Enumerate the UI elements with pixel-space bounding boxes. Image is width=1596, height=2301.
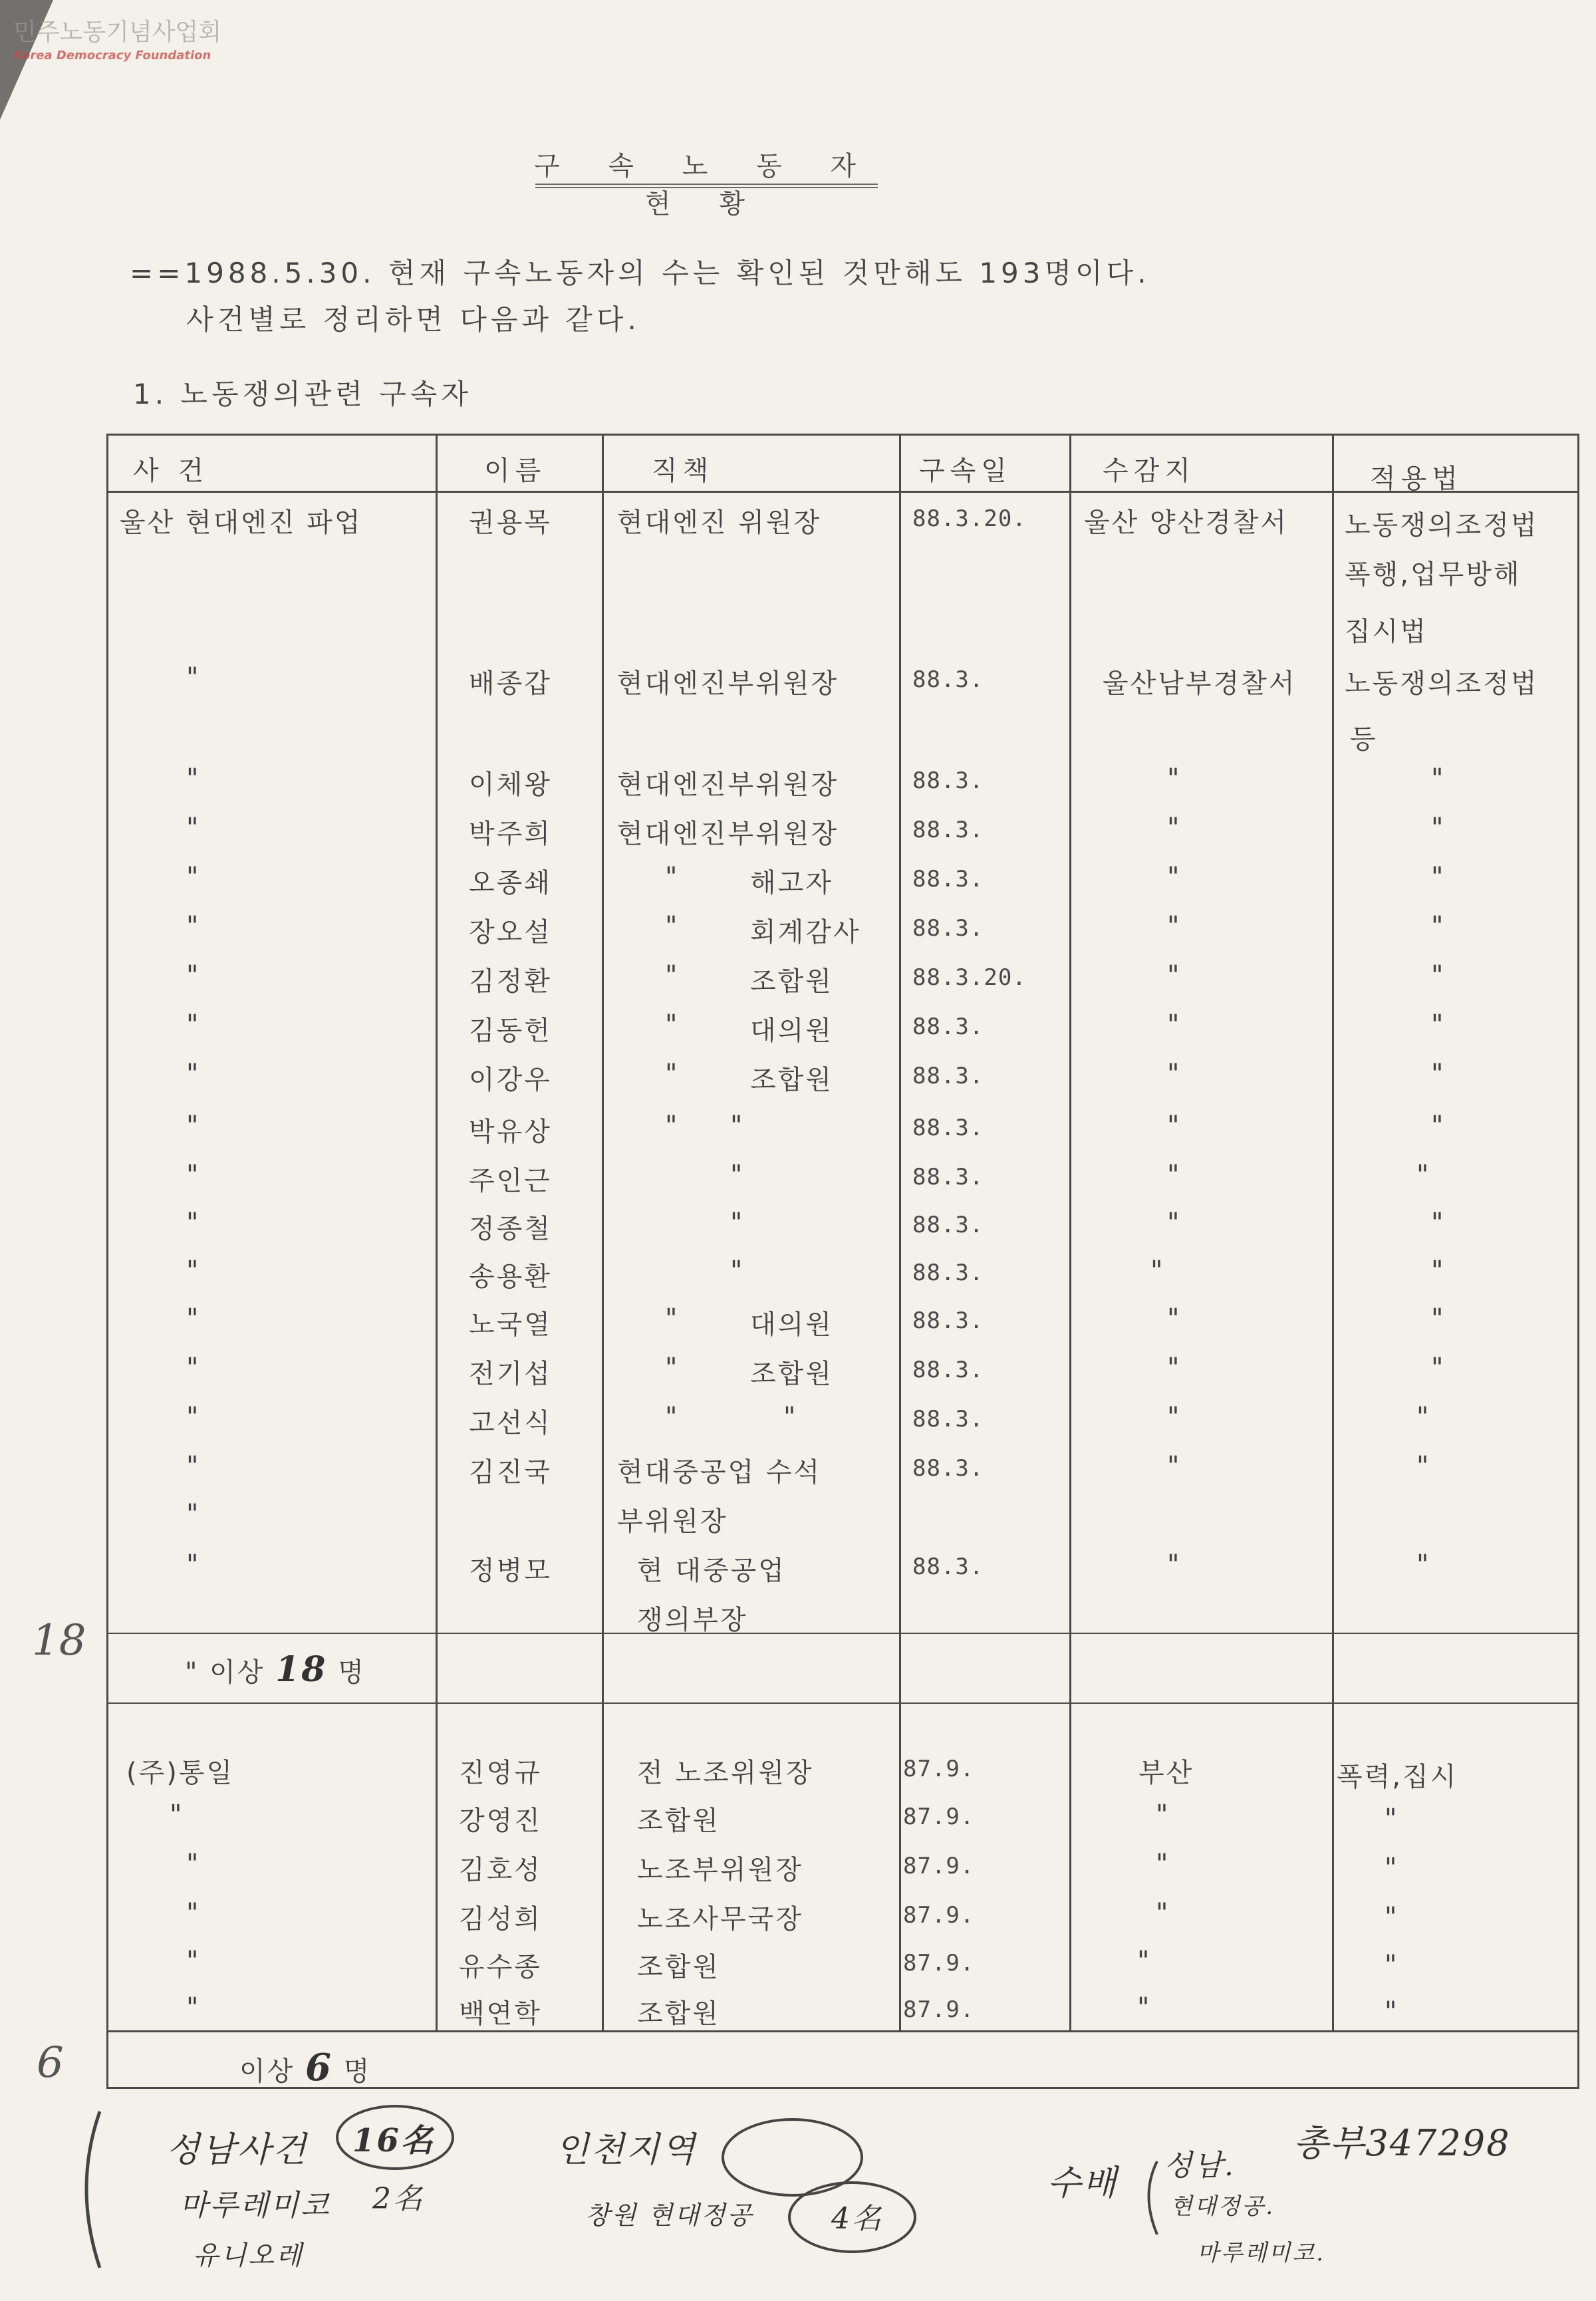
table-cell-position-detail: 해고자: [750, 868, 833, 898]
table-cell-law: ": [1431, 1208, 1446, 1238]
intro-line-2: 사건별로 정리하면 다음과 같다.: [186, 303, 640, 336]
table-cell-law: ": [1431, 763, 1446, 794]
table-cell-position-detail: ": [783, 1402, 798, 1432]
table-cell-position: ": [665, 1402, 680, 1432]
table-cell-law: ": [1385, 1804, 1399, 1834]
header-law: 적용법: [1370, 464, 1463, 494]
table-cell-name: 진영규: [459, 1758, 542, 1788]
table-cell-position: ": [665, 1353, 680, 1383]
table-cell-name: 정종철: [469, 1214, 552, 1244]
table-cell-ditto: ": [186, 1208, 201, 1238]
table-cell-date: 88.3.: [912, 1063, 984, 1089]
table-cell-name: 박주희: [469, 819, 552, 849]
header-date: 구속일: [919, 456, 1012, 486]
table-cell-law: 노동쟁의조정법: [1345, 510, 1539, 541]
table-cell-prison: ": [1137, 1992, 1152, 2023]
table-cell-name: 박유상: [469, 1117, 552, 1147]
table-cell-ditto: ": [186, 1303, 201, 1334]
table-cell-position: 전 노조위원장: [637, 1758, 814, 1788]
table-cell-ditto: ": [186, 1898, 201, 1929]
table-cell-law: 노동쟁의조정법: [1345, 668, 1539, 699]
table-cell-ditto: ": [186, 1059, 201, 1089]
note-maru-count: 2名: [372, 2182, 424, 2216]
table-cell-position: ": [665, 1010, 680, 1040]
table-cell-date: 87.9.: [903, 1804, 975, 1830]
table-cell-ditto: ": [186, 662, 201, 693]
note-uni: 유니오레: [193, 2240, 304, 2271]
note-maru-2: 마루레미코.: [1197, 2240, 1326, 2266]
table-cell-ditto: ": [186, 1256, 201, 1286]
table-cell-prison: ": [1137, 1946, 1152, 1976]
table-cell-position: 현대엔진 위원장: [617, 507, 822, 538]
table-cell-prison: ": [1167, 911, 1182, 942]
table-cell-prison: ": [1150, 1256, 1165, 1286]
table-cell-ditto: ": [186, 1849, 201, 1879]
total-suffix: 명: [343, 2056, 372, 2087]
table-cell-name: 장오설: [469, 917, 552, 948]
note-16: 16名: [352, 2122, 435, 2159]
table-cell-law: ": [1431, 1111, 1446, 1141]
table-cell-prison: ": [1167, 813, 1182, 843]
table-cell-name: 고선식: [469, 1408, 552, 1438]
table-cell-date: 88.3.: [912, 866, 984, 892]
table-cell-prison: 울산남부경찰서: [1103, 668, 1297, 699]
table-cell-ditto: ": [186, 813, 201, 843]
table-cell-name: 주인근: [469, 1166, 552, 1196]
table-cell-name: 노국열: [469, 1309, 552, 1340]
table-cell-date: 88.3.: [912, 767, 984, 794]
table-cell-name: 강영진: [459, 1806, 542, 1836]
table-cell-date: 87.9.: [903, 1950, 975, 1976]
table-cell-date: 88.3.: [912, 1014, 984, 1040]
table-cell-name: 전기섭: [469, 1359, 552, 1389]
table-cell-prison: ": [1156, 1849, 1170, 1879]
table-cell-name: 이체왕: [469, 769, 552, 800]
table-cell-date: 88.3.: [912, 666, 984, 693]
table-cell-date: 88.3.: [912, 915, 984, 942]
table-cell-prison: ": [1167, 1160, 1182, 1190]
table-cell-name: 권용목: [469, 507, 552, 538]
table-cell-law: ": [1431, 1353, 1446, 1383]
table-cell-position-detail: 조합원: [750, 1065, 833, 1095]
table-cell-date: 87.9.: [903, 1756, 975, 1782]
table-cell-ditto: ": [186, 763, 201, 794]
archive-serial: 총부347298: [1293, 2122, 1511, 2164]
table-cell-law: ": [1385, 1853, 1399, 1883]
table-cell-name: 김정환: [469, 966, 552, 997]
watermark-korean: 민주노동기념사업회: [13, 19, 221, 46]
table-cell-name: 유수종: [459, 1952, 542, 1982]
note-changwon: 창원 현대정공: [585, 2201, 754, 2230]
header-position: 직책: [652, 456, 714, 486]
table-cell-ditto: ": [186, 1992, 201, 2023]
table-cell-law: ": [1431, 1256, 1446, 1286]
table-cell-ditto: ": [186, 1010, 201, 1040]
table-cell-law: ": [1431, 960, 1446, 991]
table-cell-name: 김동헌: [469, 1015, 552, 1046]
table-cell-position: 현 대중공업: [637, 1556, 786, 1586]
table-cell-position: ": [665, 911, 680, 942]
total-prefix: 이상: [239, 2056, 295, 2087]
header-case: 사 건: [133, 456, 209, 486]
table-cell-date: 87.9.: [903, 1996, 975, 2023]
table-cell-position: 조합원: [637, 1952, 720, 1982]
table-cell-date: 88.3.: [912, 1406, 984, 1432]
table-cell-law: ": [1431, 1303, 1446, 1334]
table-cell-position-detail: 회계감사: [750, 917, 861, 948]
table-cell-position-detail: 부위원장: [617, 1506, 728, 1537]
table-cell-position-detail: 대의원: [750, 1015, 833, 1046]
table-cell-ditto: ": [186, 1499, 201, 1530]
note-seongnam-2: 성남.: [1164, 2149, 1236, 2183]
table-cell-prison: ": [1167, 1550, 1182, 1580]
table-cell-law: ": [1431, 1059, 1446, 1089]
table-cell-law: ": [1431, 911, 1446, 942]
table-cell-prison: 부산: [1138, 1758, 1194, 1788]
table-cell-law: ": [1416, 1550, 1431, 1580]
table-cell-law: 집시법: [1345, 616, 1428, 647]
table-cell-prison: ": [1167, 1010, 1182, 1040]
note-incheon: 인천지역: [555, 2130, 697, 2170]
header-name: 이름: [484, 456, 547, 486]
note-maru: 마루레미코: [180, 2189, 331, 2223]
table-cell-ditto: ": [186, 1160, 201, 1190]
note-changwon-count: 4名: [831, 2202, 883, 2236]
table-cell-prison: ": [1167, 960, 1182, 991]
group2-case: (주)통일: [126, 1758, 235, 1788]
total-suffix: 명: [338, 1657, 366, 1688]
table-cell-name: 배종갑: [469, 668, 552, 699]
table-cell-date: 88.3.: [912, 1212, 984, 1238]
table-cell-law: ": [1416, 1402, 1431, 1432]
group1-case: 울산 현대엔진 파업: [120, 507, 362, 538]
table-cell-prison: ": [1167, 1353, 1182, 1383]
section-heading: 1. 노동쟁의관련 구속자: [133, 378, 472, 410]
table-cell-name: 오종쇄: [469, 868, 552, 898]
table-cell-position-detail: 조합원: [750, 1359, 833, 1389]
table-cell-position: 현대엔진부위원장: [617, 769, 839, 800]
table-cell-law: ": [1385, 1996, 1399, 2027]
note-hyundai: 현대정공.: [1170, 2193, 1275, 2220]
table-cell-law: ": [1431, 813, 1446, 843]
table-cell-law: 등: [1350, 724, 1378, 755]
document-title: 구 속 노 동 자 현 황: [533, 151, 876, 219]
table-cell-ditto: ": [186, 1353, 201, 1383]
table-cell-law: 폭행,업무방해: [1345, 559, 1522, 590]
table-cell-law: ": [1431, 1010, 1446, 1040]
table-cell-name: 이강우: [469, 1065, 552, 1095]
table-cell-ditto: ": [186, 1946, 201, 1976]
table-cell-name: 김진국: [469, 1457, 552, 1488]
table-cell-date: 87.9.: [903, 1853, 975, 1879]
table-cell-prison: ": [1167, 1208, 1182, 1238]
table-cell-date: 88.3.: [912, 1455, 984, 1482]
table-cell-date: 88.3.: [912, 1260, 984, 1286]
margin-count-18: 18: [32, 1616, 86, 1665]
table-cell-date: 88.3.20.: [912, 964, 1027, 991]
intro-line-1: ==1988.5.30. 현재 구속노동자의 수는 확인된 것만해도 193명이다.: [130, 257, 1150, 289]
total-number: 6: [305, 2046, 333, 2090]
table-cell-prison: ": [1167, 862, 1182, 892]
table-cell-position: 노조부위원장: [637, 1855, 803, 1885]
table-cell-ditto: ": [186, 1402, 201, 1432]
table-cell-ditto: ": [170, 1800, 184, 1830]
table-cell-date: 87.9.: [903, 1902, 975, 1929]
table-cell-position-detail: 조합원: [750, 966, 833, 997]
table-cell-prison: ": [1167, 1111, 1182, 1141]
table-cell-ditto: ": [186, 960, 201, 991]
table-cell-name: 김성희: [459, 1904, 542, 1935]
table-cell-position-detail: ": [730, 1160, 745, 1190]
table-cell-prison: ": [1156, 1898, 1170, 1929]
table-cell-position: 현대엔진부위원장: [617, 668, 839, 699]
table-cell-law: ": [1416, 1451, 1431, 1482]
table-cell-name: 백연학: [459, 1998, 542, 2029]
table-cell-position: ": [665, 1059, 680, 1089]
note-seongnam: 성남사건: [166, 2130, 308, 2170]
table-cell-prison: ": [1167, 1451, 1182, 1482]
table-cell-position: 조합원: [637, 1806, 720, 1836]
table-cell-prison: ": [1167, 1303, 1182, 1334]
total-prefix: " 이상: [185, 1657, 265, 1688]
table-cell-position: ": [665, 862, 680, 892]
table-cell-date: 88.3.: [912, 1554, 984, 1580]
table-cell-date: 88.3.: [912, 1307, 984, 1334]
table-cell-date: 88.3.20.: [912, 505, 1027, 532]
table-cell-law: ": [1416, 1160, 1431, 1190]
table-cell-position: ": [665, 1303, 680, 1334]
table-cell-prison: ": [1156, 1800, 1170, 1830]
table-cell-prison: 울산 양산경찰서: [1084, 507, 1289, 538]
table-cell-position-detail: 대의원: [750, 1309, 833, 1340]
table-cell-date: 88.3.: [912, 817, 984, 843]
table-cell-name: 송용환: [469, 1262, 552, 1292]
table-cell-ditto: ": [186, 1550, 201, 1580]
table-cell-date: 88.3.: [912, 1357, 984, 1383]
table-cell-prison: ": [1167, 763, 1182, 794]
table-cell-position-detail: ": [730, 1208, 745, 1238]
table-cell-name: 김호성: [459, 1855, 542, 1885]
table-cell-position-detail: 쟁의부장: [637, 1605, 748, 1635]
table-cell-law: ": [1385, 1950, 1399, 1980]
table-cell-position-detail: ": [730, 1111, 745, 1141]
table-cell-law: ": [1385, 1902, 1399, 1933]
table-cell-ditto: ": [186, 1111, 201, 1141]
table-cell-prison: ": [1167, 1059, 1182, 1089]
table-cell-prison: ": [1167, 1402, 1182, 1432]
header-prison: 수감지: [1103, 456, 1196, 486]
table-cell-position: 노조사무국장: [637, 1904, 803, 1935]
table-cell-name: 정병모: [469, 1556, 552, 1586]
table-cell-position: ": [665, 960, 680, 991]
note-wanted: 수배: [1047, 2163, 1119, 2203]
table-cell-position: 현대엔진부위원장: [617, 819, 839, 849]
table-cell-position: ": [665, 1111, 680, 1141]
table-cell-date: 88.3.: [912, 1164, 984, 1190]
table-cell-position-detail: ": [730, 1256, 745, 1286]
table-cell-law: ": [1431, 862, 1446, 892]
table-cell-ditto: ": [186, 1451, 201, 1482]
table-cell-ditto: ": [186, 911, 201, 942]
table-cell-law: 폭력,집시: [1337, 1762, 1458, 1792]
table-cell-ditto: ": [186, 862, 201, 892]
margin-count-6: 6: [37, 2038, 64, 2088]
watermark-english: Korea Democracy Foundation: [13, 49, 211, 63]
total-number: 18: [275, 1649, 328, 1690]
table-cell-position: 현대중공업 수석: [617, 1457, 822, 1488]
table-cell-date: 88.3.: [912, 1115, 984, 1141]
table-cell-position: 조합원: [637, 1998, 720, 2029]
